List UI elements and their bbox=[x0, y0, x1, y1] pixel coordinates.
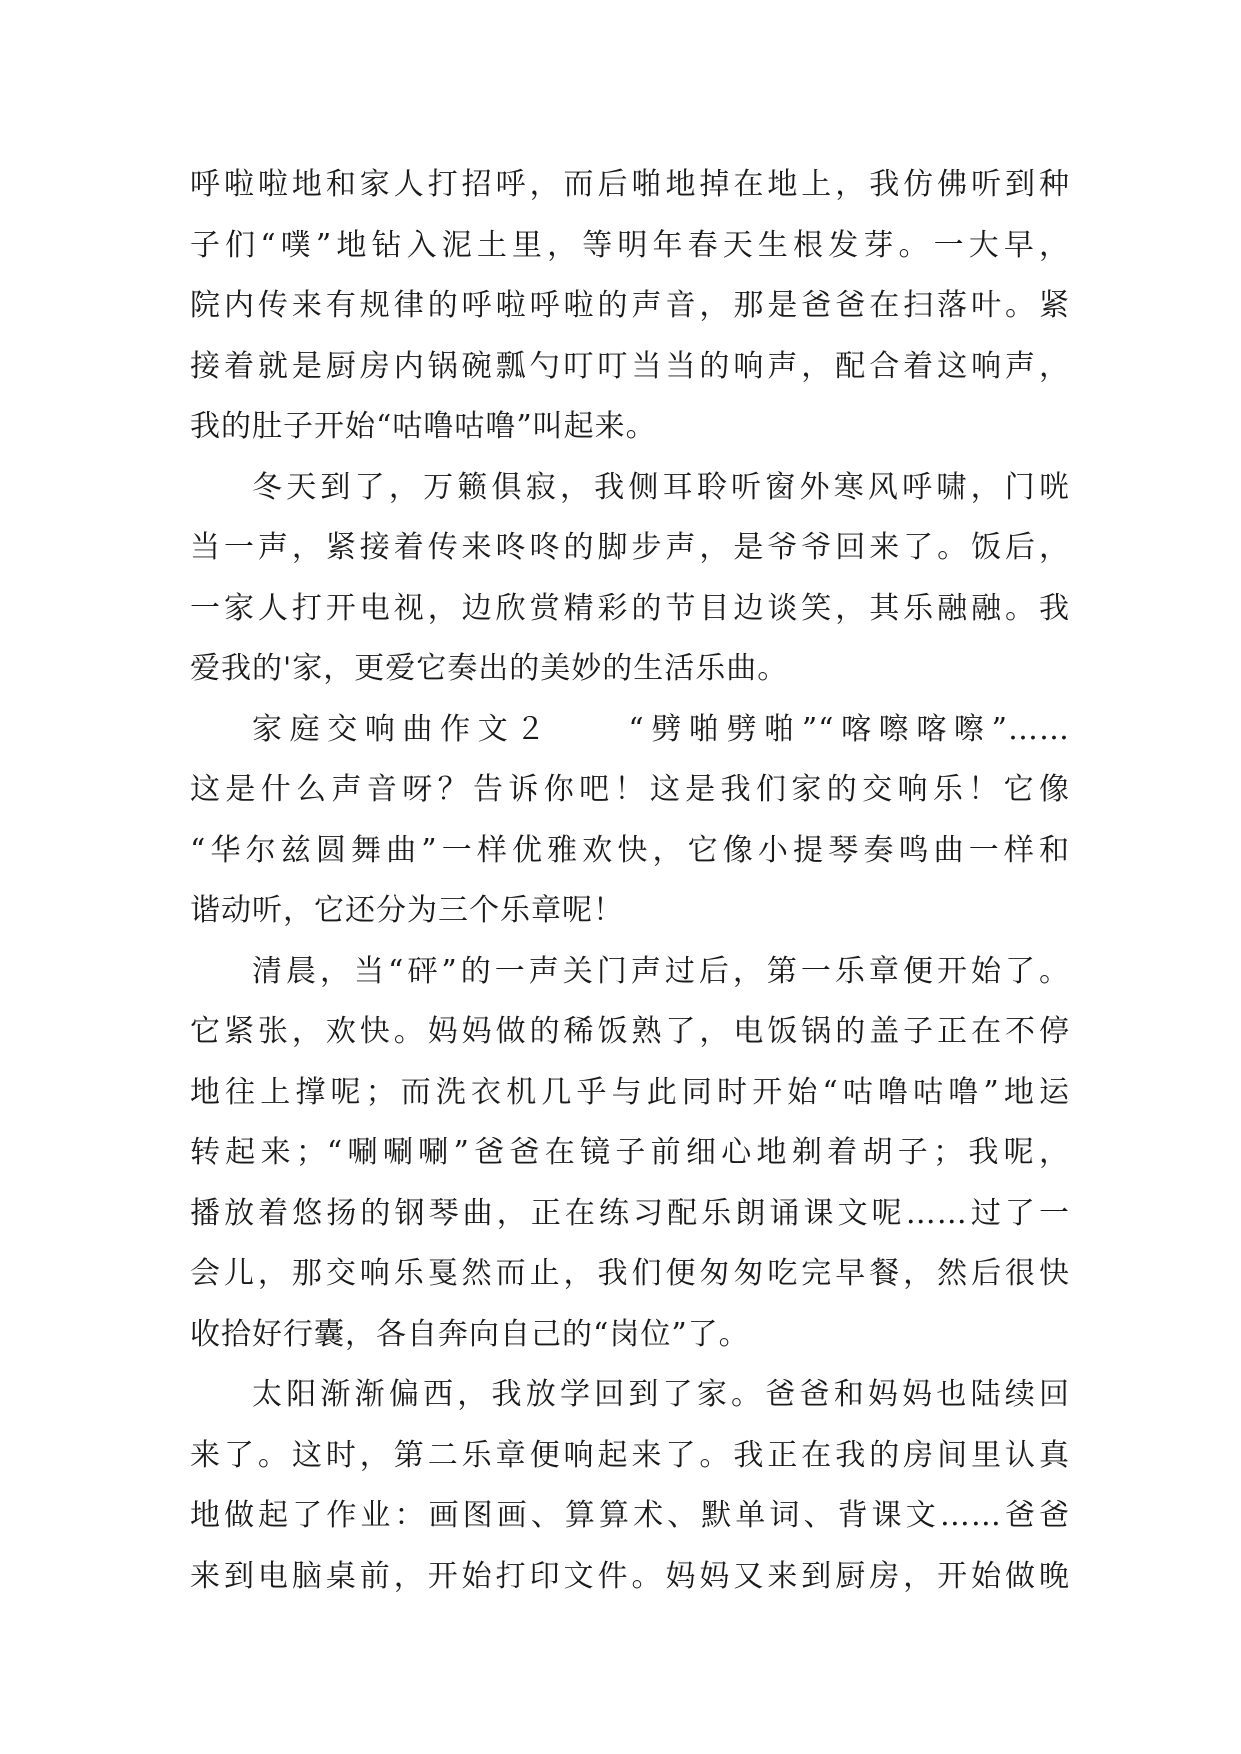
text-line: 接着就是厨房内锅碗瓢勺叮叮当当的响声，配合着这响声， bbox=[190, 348, 1070, 384]
text-line: 来了。这时，第二乐章便响起来了。我正在我的房间里认真 bbox=[190, 1437, 1070, 1473]
text-line: 收拾好行囊，各自奔向自己的“岗位”了。 bbox=[190, 1316, 750, 1352]
text-line: 清晨，当“砰”的一声关门声过后，第一乐章便开始了。 bbox=[252, 953, 1070, 989]
text-line: 地往上撑呢；而洗衣机几乎与此同时开始“咕噜咕噜”地运 bbox=[190, 1074, 1070, 1110]
body-text bbox=[190, 155, 1070, 1607]
text-line: 来到电脑桌前，开始打印文件。妈妈又来到厨房，开始做晚 bbox=[190, 1558, 1070, 1594]
text-line: 冬天到了，万籁俱寂，我侧耳聆听窗外寒风呼啸，门咣 bbox=[252, 469, 1070, 505]
text-line: 会儿，那交响乐戛然而止，我们便匆匆吃完早餐，然后很快 bbox=[190, 1256, 1070, 1291]
text-line: 转起来；“唰唰唰”爸爸在镜子前细心地剃着胡子；我呢， bbox=[190, 1135, 1070, 1170]
text-line: 一家人打开电视，边欣赏精彩的节目边谈笑，其乐融融。我 bbox=[190, 590, 1070, 626]
text-line: 爱我的'家，更爱它奏出的美妙的生活乐曲。 bbox=[190, 651, 789, 686]
text-line: 家庭交响曲作文２ “劈啪劈啪”“喀嚓喀嚓”…… bbox=[252, 711, 1070, 747]
text-line: 当一声，紧接着传来咚咚的脚步声，是爷爷回来了。饭后， bbox=[190, 530, 1070, 565]
text-line: 播放着悠扬的钢琴曲，正在练习配乐朗诵课文呢……过了一 bbox=[190, 1195, 1070, 1231]
text-line: “华尔兹圆舞曲”一样优雅欢快，它像小提琴奏鸣曲一样和 bbox=[190, 832, 1070, 868]
text-line: 呼啦啦地和家人打招呼，而后啪地掉在地上，我仿佛听到种 bbox=[190, 167, 1070, 202]
text-line: 我的肚子开始“咕噜咕噜”叫起来。 bbox=[190, 409, 657, 444]
text-line: 它紧张，欢快。妈妈做的稀饭熟了，电饭锅的盖子正在不停 bbox=[190, 1014, 1070, 1049]
text-line: 这是什么声音呀？告诉你吧！这是我们家的交响乐！它像 bbox=[190, 772, 1070, 807]
text-line: 院内传来有规律的呼啦呼啦的声音，那是爸爸在扫落叶。紧 bbox=[190, 288, 1070, 323]
text-line: 太阳渐渐偏西，我放学回到了家。爸爸和妈妈也陆续回 bbox=[252, 1377, 1070, 1412]
text-line: 地做起了作业：画图画、算算术、默单词、背课文……爸爸 bbox=[190, 1498, 1070, 1533]
text-line: 子们“噗”地钻入泥土里，等明年春天生根发芽。一大早， bbox=[190, 227, 1070, 263]
text-line: 谐动听，它还分为三个乐章呢！ bbox=[190, 893, 624, 928]
